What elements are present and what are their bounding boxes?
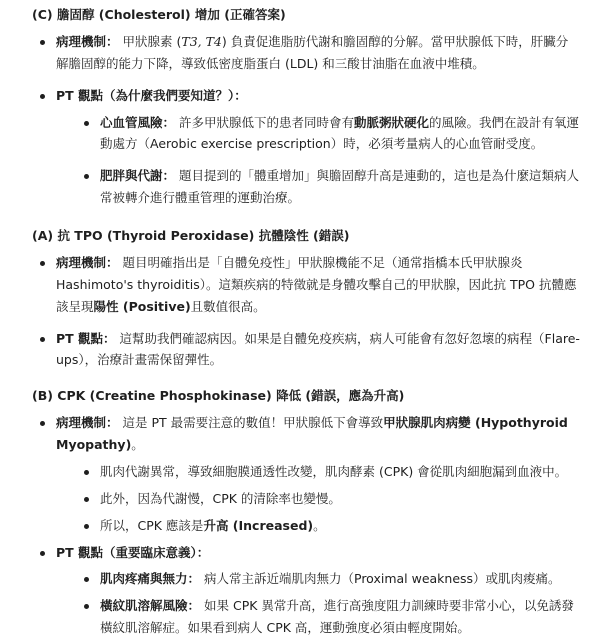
list-item: [34, 31, 580, 75]
section-a-list: [34, 252, 580, 371]
sub-item-label: 橫紋肌溶解風險：: [100, 598, 200, 613]
sub-item-text: 病人常主訴近端肌肉無力（Proximal weakness）或肌肉痠痛。: [204, 571, 561, 586]
sub-item-bold: 動脈粥狀硬化: [354, 115, 429, 130]
sub-item-text: 肌肉代謝異常，導致細胞膜通透性改變，肌肉酵素 (CPK) 會從肌肉細胞漏到血液中。: [100, 464, 567, 479]
sub-list: [78, 461, 580, 537]
sub-item-label: 心血管風險：: [100, 115, 175, 130]
sub-list-item: [78, 488, 580, 510]
list-item: [34, 85, 580, 209]
list-item: [34, 412, 580, 536]
list-item: [34, 542, 580, 639]
sub-item-label: 肥胖與代謝：: [100, 168, 175, 183]
sub-item-text: 如果 CPK 異常升高，進行高強度阻力訓練時要非常小心，以免誘發橫紋肌溶解症。如果看到病人 CPK 高，運動強度必須由輕度開始。: [100, 598, 574, 635]
section-b-list: [34, 412, 580, 639]
list-item: [34, 252, 580, 318]
sub-item-text: 。: [313, 518, 326, 533]
section-heading-b: (B) CPK (Creatine Phosphokinase) 降低 (錯誤，應為升高): [32, 385, 580, 407]
section-c-list: [34, 31, 580, 209]
bullet-text: ) 負責促進脂肪代謝和膽固醇的分解。當甲狀腺低下時，肝臟分解膽固醇的能力下降，導致低密度脂蛋白 (LDL) 和三酸甘油脂在血液中堆積。: [56, 34, 568, 71]
sub-item-label: 肌肉疼痛與無力：: [100, 571, 200, 586]
sub-list: [78, 112, 580, 210]
bullet-text: 這幫助我們確認病因。如果是自體免疫疾病，病人可能會有忽好忽壞的病程（Flare-ups），治療計畫需保留彈性。: [56, 331, 580, 368]
bullet-text: 。: [131, 437, 144, 452]
sub-item-text: 所以，CPK 應該是: [100, 518, 203, 533]
sub-list-item: [78, 112, 580, 156]
bullet-text: 且數值很高。: [191, 299, 266, 314]
bullet-label: 病理機制：: [56, 255, 119, 270]
sub-list-item: [78, 595, 580, 639]
bullet-bold: 陽性 (Positive): [94, 299, 191, 314]
bullet-label: PT 觀點（重要臨床意義）：: [56, 545, 209, 560]
sub-item-text: 此外，因為代謝慢，CPK 的清除率也變慢。: [100, 491, 341, 506]
sub-list-item: [78, 165, 580, 209]
bullet-label: 病理機制：: [56, 34, 119, 49]
bullet-label: 病理機制：: [56, 415, 119, 430]
sub-list-item: [78, 568, 580, 590]
bullet-label: PT 觀點：: [56, 331, 116, 346]
list-item: [34, 328, 580, 372]
sub-item-text: 的風險。我們在設計有氧運動處方（Aerobic exercise prescription）時，必須考量病人的心血管耐受度。: [100, 115, 579, 152]
formula: T3, T4: [181, 34, 222, 49]
bullet-bold: 甲狀腺肌肉病變 (Hypothyroid Myopathy): [56, 415, 568, 452]
section-heading-c: (C) 膽固醇 (Cholesterol) 增加 (正確答案): [32, 4, 580, 26]
sub-list: [78, 568, 580, 639]
section-heading-a: (A) 抗 TPO (Thyroid Peroxidase) 抗體陰性 (錯誤): [32, 225, 580, 247]
bullet-label: PT 觀點（為什麼我們要知道？）：: [56, 88, 247, 103]
sub-list-item: [78, 461, 580, 483]
sub-list-item: [78, 515, 580, 537]
sub-item-text: 題目提到的「體重增加」與膽固醇升高是連動的，這也是為什麼這類病人常被轉介進行體重管理的運動治療。: [100, 168, 579, 205]
bullet-text: 甲狀腺素 (: [123, 34, 182, 49]
sub-item-bold: 升高 (Increased): [203, 518, 313, 533]
sub-item-text: 許多甲狀腺低下的患者同時會有: [179, 115, 354, 130]
bullet-text: 這是 PT 最需要注意的數值！甲狀腺低下會導致: [123, 415, 384, 430]
bullet-text: 題目明確指出是「自體免疫性」甲狀腺機能不足（通常指橋本氏甲狀腺炎 Hashimoto's thyroiditis）。這類疾病的特徵就是身體攻擊自己的甲狀腺，因此抗 TPO 抗體應該呈現: [56, 255, 576, 314]
